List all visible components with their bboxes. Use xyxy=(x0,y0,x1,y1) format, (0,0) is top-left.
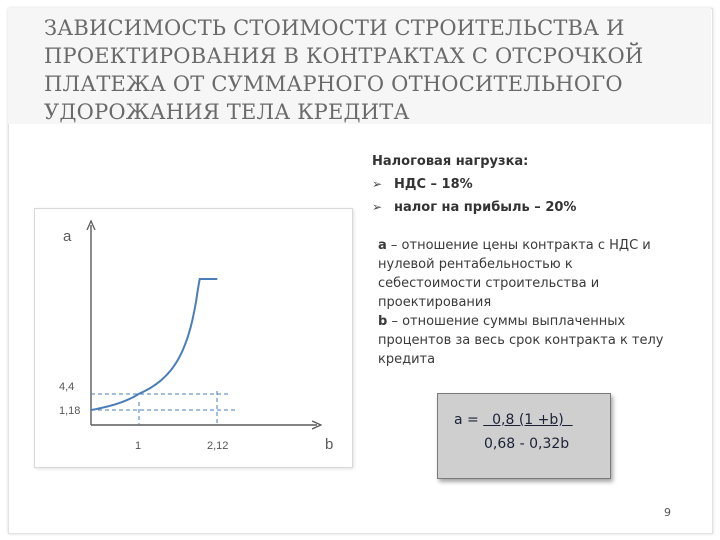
tax-item-vat-label: НДС – 18% xyxy=(394,177,473,192)
tax-item-profit xyxy=(372,196,672,219)
x-tick-label: 1 xyxy=(135,440,142,452)
y-tick-label: 4,4 xyxy=(59,381,75,393)
x-axis-label: b xyxy=(325,436,334,453)
formula-denominator: 0,68 - 0,32b xyxy=(484,436,570,452)
arrow-bullet-icon: ➢ xyxy=(372,177,383,191)
definition-a-symbol: a xyxy=(378,238,387,253)
x-tick-label: 2,12 xyxy=(207,440,229,452)
formula-lhs: a = xyxy=(454,412,484,428)
arrow-bullet-icon: ➢ xyxy=(372,200,383,214)
definition-b xyxy=(378,312,678,369)
definition-a-text: – отношение цены контракта с НДС и нулевой рентабельностью к себестоимости строительства и проектирования xyxy=(378,238,651,310)
chart-panel xyxy=(34,208,353,468)
tax-load-heading: Налоговая нагрузка: xyxy=(372,154,529,169)
tax-item-profit-label: налог на прибыль – 20% xyxy=(394,200,577,215)
tax-load-block xyxy=(372,150,672,219)
definition-a xyxy=(378,236,678,312)
y-tick-label: 1,18 xyxy=(59,405,81,417)
formula-numerator: 0,8 (1 +b) xyxy=(483,412,573,428)
y-axis-label: a xyxy=(63,228,72,245)
formula-box xyxy=(437,393,611,479)
tax-item-vat xyxy=(372,173,672,196)
page-number: 9 xyxy=(664,506,671,519)
definition-b-text: – отношение суммы выплаченных процентов за весь срок контракта к телу кредита xyxy=(378,314,664,367)
a-curve xyxy=(91,279,217,410)
formula-numerator-line xyxy=(454,412,573,428)
definition-b-symbol: b xyxy=(378,314,388,329)
slide-title: ЗАВИСИМОСТЬ СТОИМОСТИ СТРОИТЕЛЬСТВА И ПРОЕКТИРОВАНИЯ В КОНТРАКТАХ С ОТСРОЧКОЙ ПЛАТЕЖА ОТ СУММАРНОГО ОТНОСИТЕЛЬНОГО УДОРОЖАНИЯ ТЕЛА КРЕДИТА xyxy=(44,16,644,124)
definitions-block xyxy=(378,236,678,369)
a-vs-b-chart xyxy=(35,209,352,467)
